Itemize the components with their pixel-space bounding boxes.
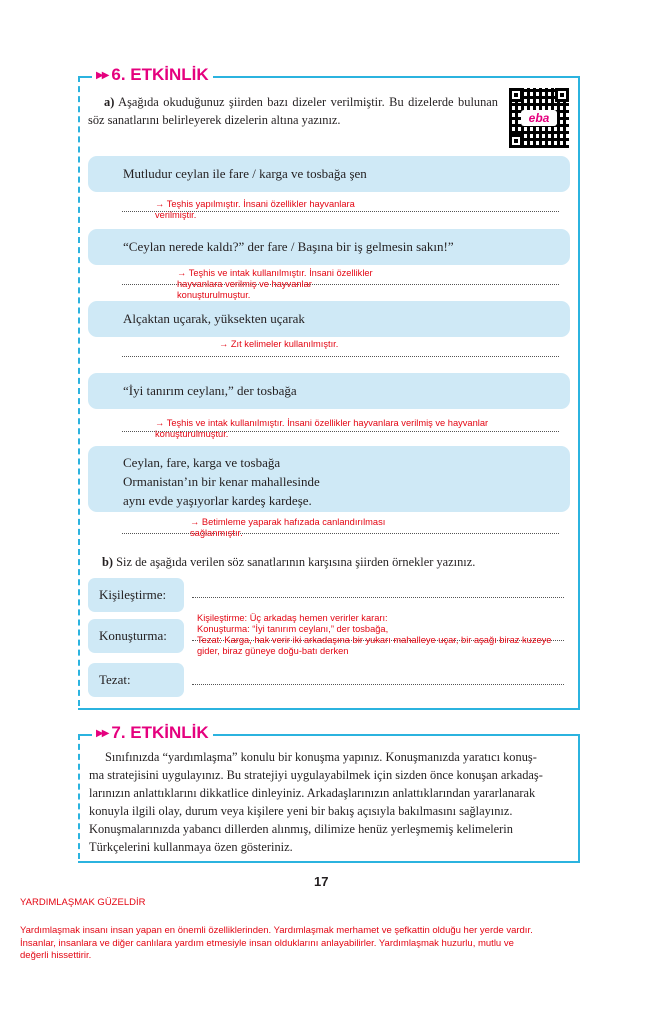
answer-text-line: → Teşhis ve intak kullanılmıştır. İnsani özellikler: [177, 268, 373, 278]
page-number: 17: [314, 874, 329, 889]
qr-code[interactable]: [509, 88, 569, 148]
answer-text-line: sağlanmıştır.: [190, 528, 243, 538]
paragraph-line: konuyla ilgili olay, durum veya kişilere yeni bir bakış açısıyla bakılmasını sağlayınız.: [89, 804, 513, 818]
figure-label-text: Tezat:: [99, 672, 131, 687]
answer-text-line: → Teşhis yapılmıştır. İnsani özellikler hayvanlara: [155, 199, 355, 209]
figure-label-text: Kişileştirme:: [99, 587, 167, 602]
answer-text-line: hayvanlara verilmiş ve hayvanlar: [177, 279, 312, 289]
part-b-text: Siz de aşağıda verilen söz sanatlarının karşısına şiirden örnekler yazınız.: [116, 555, 476, 569]
figure-answers-text: [197, 613, 617, 657]
paragraph-line: larınızın anlattıklarını dikkatlice dinleyiniz. Arkadaşlarınızın anlattıklarından yararlanarak: [89, 786, 536, 800]
figure-answer-line-1[interactable]: [192, 597, 564, 598]
verse-line: “Ceylan nerede kaldı?” der fare / Başına bir iş gelmesin sakın!”: [123, 239, 454, 254]
figure-answer-line-3[interactable]: [192, 684, 564, 685]
answer-text-line: → Betimleme yaparak hafızada canlandırılması: [190, 517, 386, 527]
answer-text-3: [219, 339, 338, 350]
activity6-left-dash: [78, 76, 80, 706]
answer-text-2: [177, 268, 373, 301]
essay-line: İnsanlar, insanlara ve diğer canlılara yardım etmesiyle insan olduklarını anlayabilirler. Yardımlaşmak huzurlu, mutlu ve: [20, 937, 514, 949]
eba-logo: eba: [521, 110, 557, 126]
figure-answer-line: Konuşturma: “İyi tanırım ceylanı,” der tosbağa,: [197, 624, 389, 634]
essay-line: değerli hissettirir.: [20, 950, 92, 961]
paragraph-line: Türkçelerini kullanmaya özen gösteriniz.: [89, 840, 293, 854]
double-arrow-icon: ▶▶: [96, 70, 108, 81]
activity6-heading-text: 6. ETKİNLİK: [111, 65, 209, 84]
essay-line: Yardımlaşmak insanı insan yapan en önemli özelliklerinden. Yardımlaşmak merhamet ve şefkattin olduğu her yerde vardır.: [20, 925, 533, 936]
verse-box-1: [88, 156, 570, 192]
figure-answer-line: Tezat: Karga, hak verir iki arkadaşına bir yukarı mahalleye uçar, bir aşağı biraz kuzeye: [197, 635, 552, 645]
paragraph-line: ma stratejisini uygulayınız. Bu stratejiyi uygulayabilmek için sizden önce konuşan arkadaş-: [89, 768, 543, 782]
part-a-label: a): [104, 95, 115, 109]
activity7-heading-text: 7. ETKİNLİK: [111, 723, 209, 742]
verse-line: aynı evde yaşıyorlar kardeş kardeşe.: [123, 493, 312, 508]
figure-label-text: Konuşturma:: [99, 628, 167, 643]
double-arrow-icon: ▶▶: [96, 728, 108, 739]
activity7-paragraph: [89, 748, 569, 856]
figure-label-speech: [88, 619, 184, 653]
answer-text-line: konuşturulmuştur.: [177, 290, 251, 300]
verse-box-4: [88, 373, 570, 409]
part-b-label: b): [102, 555, 114, 569]
paragraph-line: Konuşmalarınızda yabancı dillerden alınmış, dilimize henüz yerleşmemiş kelimelerin: [89, 822, 513, 836]
answer-text-line: → Zıt kelimeler kullanılmıştır.: [219, 339, 339, 349]
answer-text-1: [155, 199, 355, 221]
verse-box-5: [88, 446, 570, 512]
verse-line: “İyi tanırım ceylanı,” der tosbağa: [123, 383, 297, 398]
activity7-left-dash: [78, 734, 80, 859]
answer-text-line: verilmiştir.: [155, 210, 197, 220]
figure-label-contrast: [88, 663, 184, 697]
figure-label-personification: [88, 578, 184, 612]
verse-box-2: [88, 229, 570, 265]
part-a-text: Aşağıda okuduğunuz şiirden bazı dizeler verilmiştir. Bu dizelerde bulunan söz sanatlarını belirleyerek dizelerin altına yazınız.: [88, 95, 498, 127]
essay-body: [20, 925, 645, 963]
part-b-instruction: [102, 553, 542, 571]
answer-text-line: konuşturulmuştur.: [155, 429, 229, 439]
answer-text-4: [155, 418, 488, 440]
verse-line: Ormanistan’ın bir kenar mahallesinde: [123, 474, 320, 489]
answer-text-line: → Teşhis ve intak kullanılmıştır. İnsani özellikler hayvanlara verilmiş ve hayvanlar: [155, 418, 489, 428]
part-a-instruction: [88, 93, 498, 129]
activity6-heading: [92, 65, 213, 86]
verse-line: Mutludur ceylan ile fare / karga ve tosbağa şen: [123, 166, 367, 181]
activity7-heading: [92, 723, 213, 744]
figure-answer-line: Kişileştirme: Üç arkadaş hemen verirler kararı:: [197, 613, 388, 623]
verse-line: Alçaktan uçarak, yüksekten uçarak: [123, 311, 305, 326]
answer-line-3[interactable]: [122, 356, 559, 357]
essay-title: YARDIMLAŞMAK GÜZELDİR: [20, 897, 146, 908]
verse-line: Ceylan, fare, karga ve tosbağa: [123, 455, 281, 470]
figure-answer-line: gider, biraz güneye doğu-batı derken: [197, 646, 349, 656]
answer-text-5: [190, 517, 385, 539]
paragraph-line: Sınıfınızda “yardımlaşma” konulu bir konuşma yapınız. Konuşmanızda yaratıcı konuş-: [105, 750, 537, 764]
verse-box-3: [88, 301, 570, 337]
